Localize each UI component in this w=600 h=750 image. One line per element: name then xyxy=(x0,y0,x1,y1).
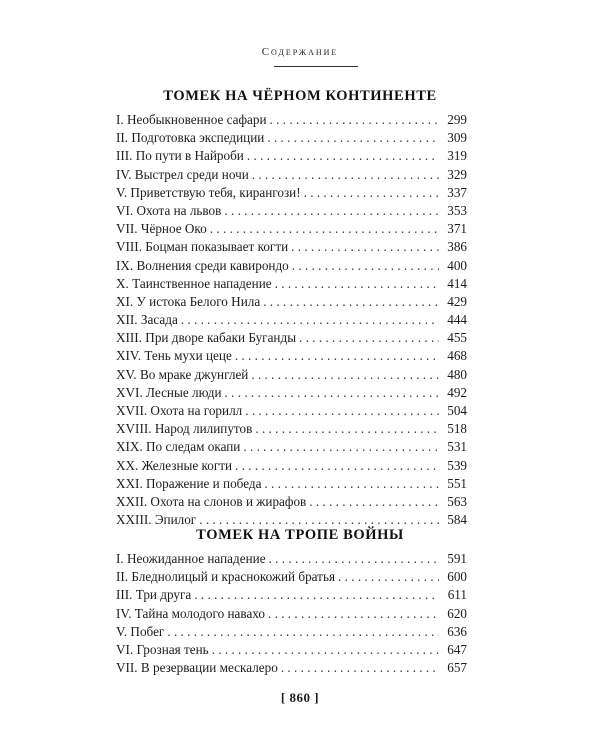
toc-entry xyxy=(116,475,467,493)
toc-entry-page: 468 xyxy=(447,348,467,364)
toc-entry-page: 504 xyxy=(447,403,467,418)
toc-entry xyxy=(116,293,467,311)
toc-entry xyxy=(116,605,467,623)
toc-entry-title: VII. В резервации мескалеро xyxy=(116,660,278,676)
toc-leader-dots xyxy=(263,293,439,311)
toc-leader-dots xyxy=(181,311,439,329)
toc-entry xyxy=(116,457,467,475)
toc-entry-page: 386 xyxy=(447,239,467,255)
toc-entry-page: 480 xyxy=(447,366,467,382)
toc-entry-title: VIII. Боцман показывает когти xyxy=(116,239,289,255)
toc-leader-dots xyxy=(268,605,439,623)
toc-leader-dots xyxy=(270,111,439,129)
toc-leader-dots xyxy=(235,457,439,475)
toc-entry-page: 371 xyxy=(447,221,467,237)
toc-list-2 xyxy=(116,550,467,677)
toc-entry-title: XII. Засада xyxy=(116,312,178,328)
toc-entry-title: II. Подготовка экспедиции xyxy=(116,130,265,146)
toc-leader-dots xyxy=(251,366,439,384)
toc-entry xyxy=(116,129,467,147)
toc-leader-dots xyxy=(292,257,439,275)
toc-entry xyxy=(116,550,467,568)
toc-entry-page: 647 xyxy=(447,641,467,657)
toc-entry-page: 337 xyxy=(447,184,467,200)
section-title-1: ТОМЕК НА ЧЁРНОМ КОНТИНЕНТЕ xyxy=(163,88,437,104)
toc-entry-title: I. Необыкновенное сафари xyxy=(116,112,267,127)
toc-entry xyxy=(116,184,467,202)
toc-entry-page: 319 xyxy=(447,148,467,164)
toc-entry-title: XIV. Тень мухи цеце xyxy=(116,348,232,364)
toc-entry-page: 444 xyxy=(447,312,467,328)
toc-entry xyxy=(116,238,467,256)
toc-entry xyxy=(116,366,467,384)
toc-entry xyxy=(116,586,467,604)
toc-entry-page: 309 xyxy=(447,130,467,146)
toc-entry xyxy=(116,329,467,347)
toc-entry xyxy=(116,111,467,129)
toc-entry-title: I. Неожиданное нападение xyxy=(116,551,266,566)
toc-leader-dots xyxy=(245,402,439,420)
toc-entry-title: IX. Волнения среди кавирондо xyxy=(116,257,289,273)
toc-entry xyxy=(116,384,467,402)
toc-leader-dots xyxy=(194,586,439,604)
toc-entry xyxy=(116,147,467,165)
toc-leader-dots xyxy=(338,568,439,586)
toc-entry-page: 551 xyxy=(447,475,467,491)
toc-entry xyxy=(116,420,467,438)
toc-leader-dots xyxy=(267,129,439,147)
toc-leader-dots xyxy=(212,641,439,659)
toc-entry xyxy=(116,347,467,365)
toc-entry-page: 492 xyxy=(447,384,467,400)
toc-entry-title: XX. Железные когти xyxy=(116,457,233,473)
toc-leader-dots xyxy=(304,184,439,202)
toc-entry-page: 414 xyxy=(447,275,467,291)
toc-leader-dots xyxy=(275,275,439,293)
toc-entry-page: 611 xyxy=(447,587,467,603)
toc-entry-page: 657 xyxy=(447,660,467,676)
toc-entry xyxy=(116,659,467,677)
toc-entry xyxy=(116,493,467,511)
toc-leader-dots xyxy=(224,202,439,220)
toc-entry-page: 329 xyxy=(447,166,467,182)
toc-leader-dots xyxy=(167,623,439,641)
toc-entry xyxy=(116,166,467,184)
running-head: Содержание xyxy=(261,46,339,58)
toc-leader-dots xyxy=(269,550,439,568)
running-head-rule xyxy=(274,66,358,67)
toc-leader-dots xyxy=(210,220,439,238)
toc-entry-title: IV. Тайна молодого навахо xyxy=(116,605,265,621)
toc-entry xyxy=(116,220,467,238)
toc-entry xyxy=(116,202,467,220)
toc-entry-page: 400 xyxy=(447,257,467,273)
toc-entry-title: XI. У истока Белого Нила xyxy=(116,293,261,309)
toc-entry-page: 563 xyxy=(447,493,467,509)
toc-entry-page: 455 xyxy=(447,330,467,346)
toc-entry-title: XVII. Охота на горилл xyxy=(116,403,243,418)
toc-leader-dots xyxy=(243,438,439,456)
toc-entry-title: XV. Во мраке джунглей xyxy=(116,366,249,382)
toc-entry-title: III. По пути в Найроби xyxy=(116,148,244,164)
toc-entry-page: 429 xyxy=(447,293,467,309)
toc-leader-dots xyxy=(247,147,439,165)
toc-leader-dots xyxy=(299,329,439,347)
toc-entry-title: XXII. Охота на слонов и жирафов xyxy=(116,493,307,509)
toc-leader-dots xyxy=(281,659,439,677)
toc-entry-title: II. Бледнолицый и краснокожий братья xyxy=(116,569,336,585)
toc-list-1 xyxy=(116,111,467,529)
toc-entry-title: III. Три друга xyxy=(116,587,192,603)
toc-entry-title: VII. Чёрное Око xyxy=(116,221,207,237)
toc-entry xyxy=(116,623,467,641)
toc-entry-title: VI. Грозная тень xyxy=(116,641,209,657)
toc-entry-title: XIII. При дворе кабаки Буганды xyxy=(116,330,297,346)
toc-entry-page: 591 xyxy=(447,551,467,566)
toc-entry-title: XVIII. Народ лилипутов xyxy=(116,421,253,437)
toc-entry-title: IV. Выстрел среди ночи xyxy=(116,166,249,182)
toc-entry-title: XVI. Лесные люди xyxy=(116,384,222,400)
toc-entry-page: 584 xyxy=(447,512,467,528)
toc-entry xyxy=(116,641,467,659)
toc-entry-page: 620 xyxy=(447,605,467,621)
toc-leader-dots xyxy=(252,166,439,184)
toc-entry-title: VI. Охота на львов xyxy=(116,202,222,218)
toc-entry-page: 531 xyxy=(447,439,467,455)
toc-entry-title: V. Побег xyxy=(116,623,165,639)
toc-leader-dots xyxy=(309,493,439,511)
toc-entry-title: XIX. По следам окапи xyxy=(116,439,241,455)
toc-entry-page: 353 xyxy=(447,202,467,218)
toc-entry xyxy=(116,311,467,329)
toc-entry-title: X. Таинственное нападение xyxy=(116,275,272,291)
toc-entry-title: XXI. Поражение и победа xyxy=(116,475,262,491)
toc-entry xyxy=(116,568,467,586)
toc-entry-page: 600 xyxy=(447,569,467,585)
toc-entry xyxy=(116,257,467,275)
toc-leader-dots xyxy=(225,384,439,402)
toc-leader-dots xyxy=(235,347,439,365)
toc-leader-dots xyxy=(255,420,439,438)
toc-entry xyxy=(116,438,467,456)
toc-leader-dots xyxy=(264,475,439,493)
section-title-2: ТОМЕК НА ТРОПЕ ВОЙНЫ xyxy=(196,527,404,543)
toc-entry-page: 299 xyxy=(447,112,467,127)
toc-entry xyxy=(116,402,467,420)
toc-entry-page: 518 xyxy=(447,421,467,437)
toc-entry-title: V. Приветствую тебя, кирангози! xyxy=(116,184,301,200)
toc-entry xyxy=(116,275,467,293)
toc-leader-dots xyxy=(291,238,439,256)
toc-entry-title: XXIII. Эпилог xyxy=(116,512,197,528)
toc-entry-page: 636 xyxy=(447,623,467,639)
toc-entry-page: 539 xyxy=(447,457,467,473)
page-number: [ 860 ] xyxy=(280,690,320,705)
